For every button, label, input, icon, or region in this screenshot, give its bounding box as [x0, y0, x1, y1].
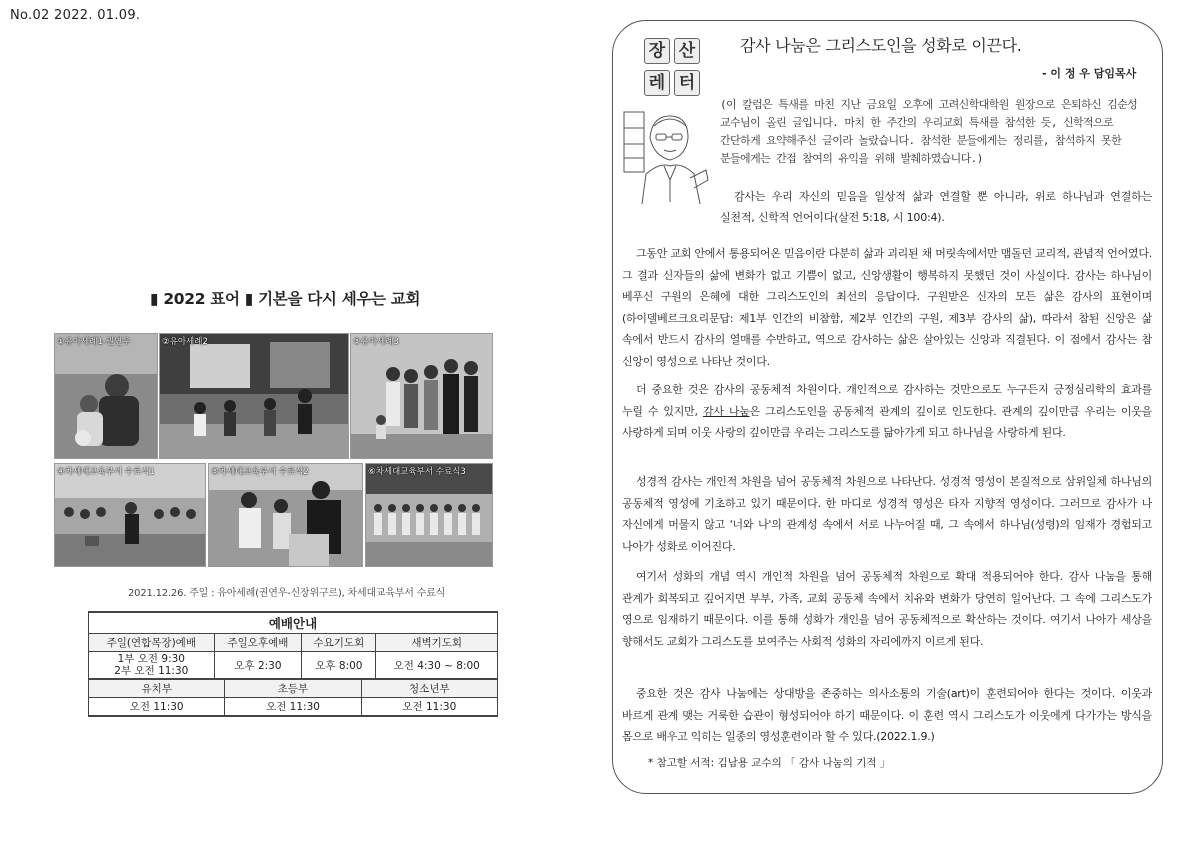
motto-title: ▮ 2022 표어 ▮ 기본을 다시 세우는 교회 [150, 290, 421, 308]
logo-char: 장 [644, 38, 670, 64]
photo-image [160, 334, 348, 458]
letter-paragraph-4: 여기서 성화의 개념 역시 개인적 차원을 넘어 공동체적 차원으로 확대 적용되어야 한다. 감사 나눔을 통해 관계가 회복되고 깊어지면 부부, 가족, 교회 공동체 속에서 치유와 변화가 당연히 일어난다. 그 속에 그리스도가 영으로 임재하기 때문이다. 이를 통해 성화가 개인을 넘어 공동체적으로 확산하는 것이다. 여기서 나아가 세상을 향해서도 교회가 그리스도를 보여주는 사회적 성화의 자리에까지 이르게 된다. [622, 570, 1152, 648]
logo-char: 터 [674, 70, 700, 96]
photo-image [351, 334, 492, 458]
logo-char: 산 [674, 38, 700, 64]
table-row [89, 680, 498, 698]
table-header: 수요기도회 [302, 634, 376, 652]
service-time-1: 1부 오전 9:30 [117, 653, 185, 665]
letter-intro: (이 칼럼은 특새를 마친 지난 금요일 오후에 고려신학대학원 원장으로 은퇴하신 김순성 교수님이 올린 글입니다. 마치 한 주간의 우리교회 특새를 참석한 듯, 신학적으로 간단하게 요약해주신 글이라 놀랐습니다. 참석한 분들에게는 정리를, 참석하지 못한 분들에게는 간접 참여의 유익을 위해 발췌하였습니다.) [720, 98, 1138, 165]
worship-schedule-table [88, 611, 498, 679]
letter-paragraph-2 [622, 379, 1152, 444]
letter-paragraph-1: 그동안 교회 안에서 통용되어온 믿음이란 다분히 삶과 괴리된 채 머릿속에서만 맴돌던 교리적, 관념적 언어였다. 그 결과 신자들의 삶에 변화가 없고 기쁨이 없고, 신앙생활이 행복하지 못했던 것이 사실이다. 감사는 하나님이 베푸신 구원의 은혜에 대한 그리스도인의 최선의 응답이다. 구원받은 신자의 모든 삶은 감사의 표현이며(하이델베르크요리문답: 제1부 인간의 비참함, 제2부 인간의 구원, 제3부 감사의 삶), 따라서 참된 신앙은 삶 속에서 반드시 감사의 열매를 수반하고, 역으로 감사하는 삶은 살아있는 신앙과 직결된다. 이 점에서 감사는 참 신앙이 영성으로 나타난 것이다. [622, 247, 1152, 368]
table-title-row [89, 612, 498, 634]
photo-infant-baptism-3 [350, 333, 493, 459]
letter-lead: 감사는 우리 자신의 믿음을 일상적 삶과 연결할 뿐 아니라, 위로 하나님과 연결하는 실천적, 신학적 언어이다(살전 5:18, 시 100:4). [720, 190, 1152, 224]
photo-graduation-1 [54, 463, 206, 567]
paragraph-text: 은 그리스도인을 공동체적 관계의 깊이로 인도한다. 관계의 깊이만큼 우리는 이웃을 사랑하게 되며 이웃 사랑의 깊이만큼 우리는 그리스도를 닮아가게 되고 하나님을 사랑하게 된다. [622, 404, 1152, 439]
table-row [89, 634, 498, 652]
table-cell [89, 652, 215, 679]
table-header: 주일오후예배 [214, 634, 302, 652]
table-cell: 오후 8:00 [302, 652, 376, 679]
table-cell: 오후 2:30 [214, 652, 302, 679]
photo-image [55, 334, 157, 458]
portrait-image [620, 108, 710, 204]
logo-char: 레 [644, 70, 670, 96]
table-cell: 오전 11:30 [361, 698, 497, 717]
table-header: 유치부 [89, 680, 225, 698]
photo-caption: 2021.12.26. 주일 : 유아세례(권연우-신장위구르), 차세대교육부서 수료식 [128, 588, 446, 599]
photo-graduation-3 [365, 463, 493, 567]
issue-number: No.02 2022. 01.09. [10, 8, 141, 23]
jangsan-letter-logo [644, 38, 704, 100]
photo-graduation-2 [208, 463, 363, 567]
photo-label: ④차세대교육부서 수료식1 [57, 467, 155, 477]
paragraph-text: 더 중요한 것은 감사의 공동체적 차원이다. 개인적으로 감사하는 것만으로도 누구든지 긍정심리학의 효과를 누릴 수 있지만, [622, 383, 1152, 418]
table-header: 초등부 [225, 680, 361, 698]
photo-label: ③유아세례3 [353, 337, 399, 347]
table-cell: 오전 11:30 [225, 698, 361, 717]
service-time-2: 2부 오전 11:30 [114, 665, 189, 677]
photo-image [55, 464, 205, 566]
table-header: 청소년부 [361, 680, 497, 698]
letter-author: - 이 정 우 담임목사 [1042, 67, 1137, 80]
photo-label: ②유아세례2 [162, 337, 208, 347]
letter-paragraph-3: 성경적 감사는 개인적 차원을 넘어 공동체적 차원으로 나타난다. 성경적 영성이 본질적으로 삼위일체 하나님의 공동체적 영성에 기초하고 있기 때문이다. 한 마디로 성경적 영성은 타자 지향적 영성이다. 그러므로 감사가 나 자신에게 머물지 않고 '너와 나'의 관계성 속에서 서로 나누어질 때, 그 속에서 하나님(성령)의 임재가 경험되고 나아가 성화로 이어진다. [622, 475, 1152, 553]
table-header: 새벽기도회 [376, 634, 498, 652]
photo-label: ⑤차세대교육부서 수료식2 [211, 467, 309, 477]
pastor-portrait-sketch [620, 108, 710, 204]
photo-image [366, 464, 492, 566]
letter-title: 감사 나눔은 그리스도인을 성화로 이끈다. [740, 36, 1022, 55]
education-schedule-table [88, 679, 498, 717]
photo-label: ⑥차세대교육부서 수료식3 [368, 467, 466, 477]
photo-infant-baptism-1 [54, 333, 158, 459]
worship-title: 예배안내 [89, 612, 498, 634]
photo-label: ①유아세례1-권연우 [57, 337, 131, 347]
letter-paragraph-5: 중요한 것은 감사 나눔에는 상대방을 존중하는 의사소통의 기술(art)이 훈련되어야 한다는 것이다. 이웃과 바르게 관계 맺는 거룩한 습관이 형성되어야 하기 때문이다. 이 훈련 역시 그리스도가 이웃에게 다가가는 방식을 몸으로 배우고 익히는 일종의 영성훈련이라 할 수 있다.(2022.1.9.) [622, 687, 1152, 743]
photo-infant-baptism-2 [159, 333, 349, 459]
table-row [89, 652, 498, 679]
table-cell: 오전 4:30 ~ 8:00 [376, 652, 498, 679]
table-cell: 오전 11:30 [89, 698, 225, 717]
photo-image [209, 464, 362, 566]
underlined-term: 감사 나눔 [702, 404, 750, 418]
reference-note: * 참고할 서적: 김남용 교수의 「 감사 나눔의 기적 」 [648, 757, 891, 769]
table-header: 주일(연합목장)예배 [89, 634, 215, 652]
table-row [89, 698, 498, 717]
